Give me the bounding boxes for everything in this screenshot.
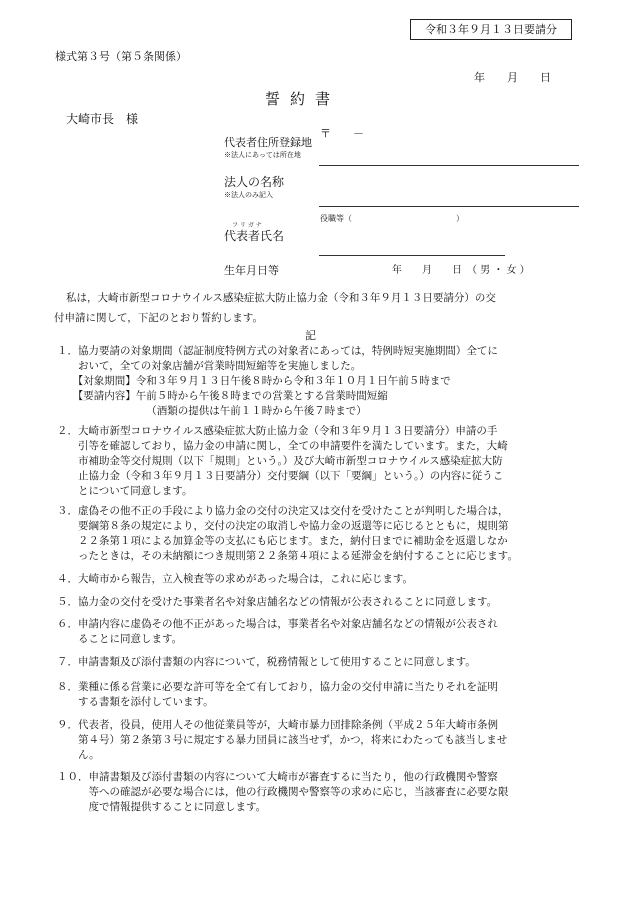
pledge-item-2-line-5: とについて同意します。 xyxy=(57,485,193,497)
pledge-item-10-line-3: 度で情報提供することに同意します。 xyxy=(57,801,267,813)
pledge-item-2-line-2: 引等を確認しており，協力金の申請に関し，全ての申請要件を満たしています。また，大崎 xyxy=(57,440,508,452)
intro-line-2: 付申請に関して，下記のとおり誓約します。 xyxy=(54,312,263,324)
postal-mark: 〒 － xyxy=(320,127,364,140)
pledge-item-2-line-1: ２．大崎市新型コロナウイルス感染症拡大防止協力金（令和３年９月１３日要請分）申請の手 xyxy=(57,425,498,437)
pledge-item-9-line-3: ん。 xyxy=(57,749,100,761)
pledge-item-9-line-2: 第４号）第２条第３号に規定する暴力団員に該当せず，かつ，将来にわたっても該当しませ xyxy=(57,734,508,746)
pledge-item-3-line-1: ３．虚偽その他不正の手段により協力金の交付の決定又は交付を受けたことが判明した場合は， xyxy=(57,505,509,517)
address-note: ※法人にあっては所在地 xyxy=(224,151,301,159)
pledge-item-6-line-1: ６．申請内容に虚偽その他不正があった場合は，事業者名や対象店舗名などの情報が公表され xyxy=(57,618,498,630)
pledge-item-8-line-2: する書類を添付しています。 xyxy=(57,696,214,708)
pledge-item-5-line-1: ５．協力金の交付を受けた事業者名や対象店舗名などの情報が公表されることに同意します。 xyxy=(57,596,498,608)
pledge-item-4-line-1: ４．大崎市から報告，立入検査等の求めがあった場合は，これに応じます。 xyxy=(57,573,414,585)
pledge-item-3-line-4: ったときは，その未納額につき規則第２２条第４項による延滞金を納付することに応じます。 xyxy=(57,550,518,562)
furigana-label: フ リ ガ ナ xyxy=(232,222,262,229)
date-line: 年 月 日 xyxy=(474,71,551,84)
document-title: 誓約書 xyxy=(265,90,341,108)
pledge-item-1-line-2: おいて，全ての対象店舗が営業時間短縮等を実施しました。 xyxy=(57,360,362,372)
pledge-item-6-line-2: ることに同意します。 xyxy=(57,633,183,645)
pledge-item-1-line-3: 【対象期間】令和３年９月１３日午後８時から令和３年１０月１日午前５時まで xyxy=(57,375,451,387)
pledge-item-1-line-4: 【要請内容】午前５時から午後８時までの営業とする営業時間短縮 xyxy=(57,390,388,402)
pledge-item-8-line-1: ８．業種に係る営業に必要な許可等を全て有しており，協力金の交付申請に当たりそれを証明 xyxy=(57,681,498,693)
corp-name-note: ※法人のみ記入 xyxy=(224,191,273,199)
representative-name-underline xyxy=(319,255,505,256)
corp-name-underline xyxy=(319,206,579,207)
pledge-item-10-line-1: １０．申請書類及び添付書類の内容について大崎市が審査するに当たり，他の行政機関や警察 xyxy=(57,771,498,783)
pledge-item-3-line-3: ２２条第１項による加算金等の支払にも応じます。また，納付日までに補助金を返還しなか xyxy=(57,535,508,547)
pledge-item-7-line-1: ７．申請書類及び添付書類の内容について，税務情報として使用することに同意します。 xyxy=(57,656,476,668)
corp-name-label: 法人の名称 xyxy=(224,175,285,189)
pledge-item-9-line-1: ９．代表者，役員，使用人その他従業員等が，大崎市暴力団排除条例（平成２５年大崎市条例 xyxy=(57,719,498,731)
dob-label: 生年月日等 xyxy=(224,264,279,277)
title-field: 役職等（ ） xyxy=(320,214,464,223)
pledge-item-1-line-1: １．協力要請の対象期間（認証制度特例方式の対象者にあっては，特例時短実施期間）全てに xyxy=(57,345,498,357)
request-period-box: 令和３年９月１３日要請分 xyxy=(410,19,572,40)
pledge-item-2-line-3: 市補助金等交付規則（以下「規則」という。）及び大崎市新型コロナウイルス感染症拡大防 xyxy=(57,455,503,467)
representative-name-label: 代表者氏名 xyxy=(224,229,285,243)
dob-value: 年 月 日 （ 男 ・ 女 ） xyxy=(392,265,530,276)
form-number: 様式第３号（第５条関係） xyxy=(55,50,187,63)
pledge-item-3-line-2: 要綱第８条の規定により，交付の決定の取消しや協力金の返還等に応じるとともに，規則第 xyxy=(57,520,509,532)
addressee: 大崎市長 様 xyxy=(66,112,139,126)
pledge-item-1-line-5: （酒類の提供は午前１１時から午後７時まで） xyxy=(57,405,367,417)
address-label: 代表者住所登録地 xyxy=(224,136,312,149)
pledge-item-10-line-2: 等への確認が必要な場合には，他の行政機関や警察等の求めに応じ，当該審査に必要な限 xyxy=(57,786,509,798)
pledge-item-2-line-4: 止協力金（令和３年９月１３日要請分）交付要綱（以下「要綱」という。）の内容に従うこ xyxy=(57,470,504,482)
intro-line-1: 私は，大崎市新型コロナウイルス感染症拡大防止協力金（令和３年９月１３日要請分）の交 xyxy=(66,292,496,304)
ki-mark: 記 xyxy=(305,329,316,342)
address-underline xyxy=(319,165,579,166)
